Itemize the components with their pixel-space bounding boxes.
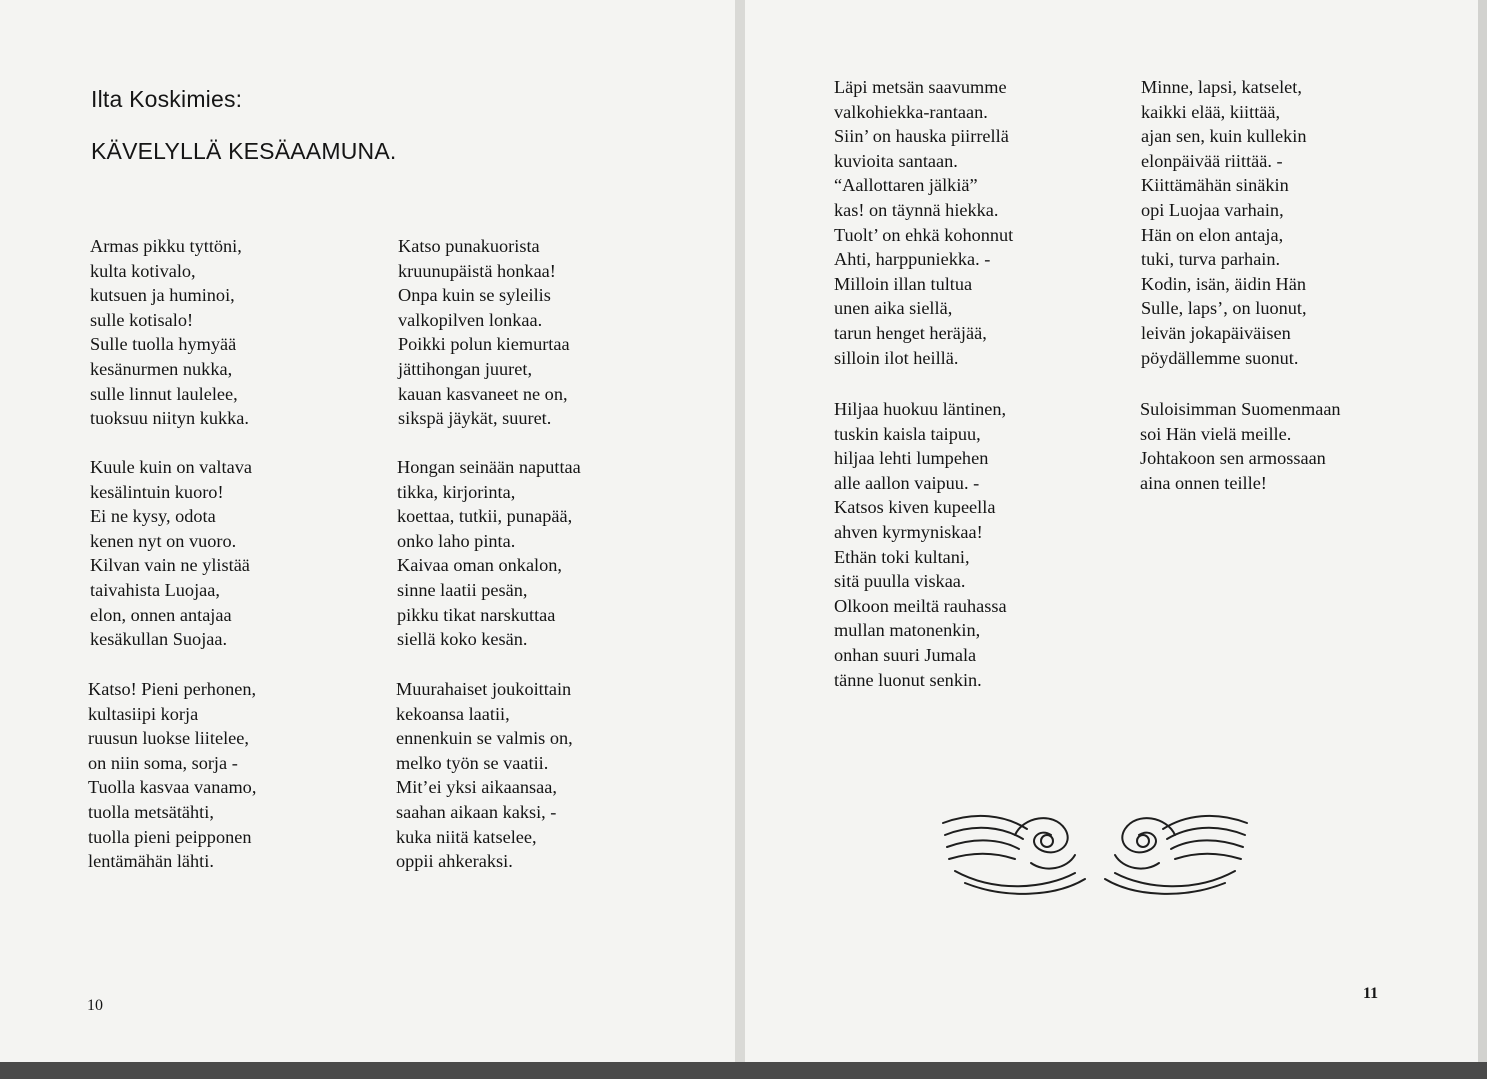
verse-line: opi Luojaa varhain, <box>1141 199 1284 220</box>
verse-line: pöydällemme suonut. <box>1141 347 1299 368</box>
verse-line: unen aika siellä, <box>834 298 953 319</box>
stanza-left-col2-1 <box>398 234 570 431</box>
verse-line: Suloisimman Suomenmaan <box>1140 399 1341 419</box>
verse-line: onhan suuri Jumala <box>834 644 977 665</box>
verse-line: Ahti, harppuniekka. - <box>834 249 991 270</box>
verse-line: ahven kyrmyniskaa! <box>834 521 983 542</box>
verse-line: kuvioita santaan. <box>834 150 958 171</box>
verse-line: Kiittämähän sinäkin <box>1141 175 1289 196</box>
verse-line: jättihongan juuret, <box>398 358 533 379</box>
verse-line: Hän on elon antaja, <box>1141 224 1284 245</box>
verse-line: Minne, lapsi, katselet, <box>1141 77 1302 97</box>
stanza-right-col1-2 <box>834 397 1007 692</box>
verse-line: tuolla pieni peipponen <box>88 826 252 847</box>
scroll-ornament-icon <box>935 793 1255 903</box>
verse-line: mullan matonenkin, <box>834 620 981 641</box>
verse-line: tuki, turva parhain. <box>1141 249 1281 270</box>
scan-right-edge <box>1478 0 1487 1062</box>
verse-line: kultasiipi korja <box>88 703 199 724</box>
verse-line: Muurahaiset joukoittain <box>396 679 572 699</box>
verse-line: valkopilven lonkaa. <box>398 309 543 330</box>
verse-line: kesälintuin kuoro! <box>90 481 224 502</box>
verse-line: Kaivaa oman onkalon, <box>397 555 562 576</box>
verse-line: Kilvan vain ne ylistää <box>90 555 250 576</box>
verse-line: lentämähän lähti. <box>88 851 214 872</box>
verse-line: ruusun luokse liitelee, <box>88 728 249 749</box>
verse-line: Hiljaa huokuu läntinen, <box>834 399 1007 419</box>
verse-line: melko työn se vaatii. <box>396 752 549 773</box>
verse-line: Tuolt’ on ehkä kohonnut <box>834 224 1014 245</box>
verse-line: tikka, kirjorinta, <box>397 481 516 502</box>
verse-line: Hongan seinään naputtaa <box>397 457 581 477</box>
verse-line: Johtakoon sen armossaan <box>1140 448 1326 469</box>
verse-line: sitä puulla viskaa. <box>834 571 966 592</box>
verse-line: kas! on täynnä hiekka. <box>834 199 999 220</box>
verse-line: ennenkuin se valmis on, <box>396 728 573 749</box>
verse-line: tuskin kaisla taipuu, <box>834 423 981 444</box>
stanza-left-col2-2 <box>397 455 581 652</box>
stanza-right-col2-2 <box>1140 397 1341 495</box>
verse-line: kutsuen ja huminoi, <box>90 285 235 306</box>
verse-line: Sulle tuolla hymyää <box>90 334 237 355</box>
poem-author: Ilta Koskimies: <box>91 86 243 112</box>
verse-line: Milloin illan tultua <box>834 273 973 294</box>
verse-line: Mit’ei yksi aikaansaa, <box>396 777 557 798</box>
verse-line: silloin ilot heillä. <box>834 347 959 368</box>
verse-line: kenen nyt on vuoro. <box>90 530 237 551</box>
stanza-left-col1-2 <box>90 455 252 652</box>
verse-line: alle aallon vaipuu. - <box>834 472 980 493</box>
verse-line: soi Hän vielä meille. <box>1140 423 1292 444</box>
poem-title: KÄVELYLLÄ KESÄAAMUNA. <box>91 138 397 164</box>
verse-line: sikspä jäykät, suuret. <box>398 408 552 429</box>
verse-line: hiljaa lehti lumpehen <box>834 448 989 469</box>
verse-line: kauan kasvaneet ne on, <box>398 383 568 404</box>
verse-line: kaikki elää, kiittää, <box>1141 101 1281 122</box>
verse-line: Sulle, laps’, on luonut, <box>1141 298 1307 319</box>
stanza-left-col1-3 <box>88 677 256 874</box>
page-number-right: 11 <box>1363 985 1379 1002</box>
verse-line: Läpi metsän saavumme <box>834 77 1007 97</box>
verse-line: elon, onnen antajaa <box>90 604 232 625</box>
stanza-left-col2-3 <box>396 677 573 874</box>
verse-line: Ei ne kysy, odota <box>90 506 216 527</box>
verse-line: Olkoon meiltä rauhassa <box>834 595 1007 616</box>
verse-line: kesäkullan Suojaa. <box>90 629 228 650</box>
verse-line: taivahista Luojaa, <box>90 579 220 600</box>
verse-line: Katso! Pieni perhonen, <box>88 679 257 699</box>
book-gutter <box>735 0 745 1062</box>
verse-line: kuka niitä katselee, <box>396 826 537 847</box>
verse-line: Katsos kiven kupeella <box>834 497 996 518</box>
verse-line: Onpa kuin se syleilis <box>398 285 551 306</box>
verse-line: siellä koko kesän. <box>397 629 528 650</box>
verse-line: Poikki polun kiemurtaa <box>398 334 570 355</box>
verse-line: aina onnen teille! <box>1140 472 1267 493</box>
verse-line: tarun henget heräjää, <box>834 322 987 343</box>
verse-line: tuolla metsätähti, <box>88 801 214 822</box>
verse-line: sinne laatii pesän, <box>397 579 528 600</box>
verse-line: elonpäivää riittää. - <box>1141 150 1283 171</box>
verse-line: ajan sen, kuin kullekin <box>1141 126 1307 147</box>
verse-line: Ethän toki kultani, <box>834 546 970 567</box>
verse-line: Kodin, isän, äidin Hän <box>1141 273 1307 294</box>
stanza-left-col1-1 <box>90 234 249 431</box>
verse-line: kekoansa laatii, <box>396 703 510 724</box>
stanza-right-col1-1 <box>834 75 1013 370</box>
stanza-right-col2-1 <box>1141 75 1307 370</box>
verse-line: tuoksuu niityn kukka. <box>90 408 249 429</box>
verse-line: saahan aikaan kaksi, - <box>396 801 557 822</box>
verse-line: on niin soma, sorja - <box>88 752 238 773</box>
verse-line: leivän jokapäiväisen <box>1141 322 1291 343</box>
verse-line: Armas pikku tyttöni, <box>90 236 242 256</box>
verse-line: pikku tikat narskuttaa <box>397 604 556 625</box>
verse-line: Kuule kuin on valtava <box>90 457 252 477</box>
scan-bottom-edge <box>0 1062 1487 1079</box>
verse-line: sulle kotisalo! <box>90 309 194 330</box>
verse-line: kesänurmen nukka, <box>90 358 233 379</box>
verse-line: koettaa, tutkii, punapää, <box>397 506 573 527</box>
verse-line: onko laho pinta. <box>397 530 516 551</box>
verse-line: valkohiekka-rantaan. <box>834 101 988 122</box>
verse-line: oppii ahkeraksi. <box>396 851 513 872</box>
verse-line: Katso punakuorista <box>398 236 540 256</box>
left-page <box>0 0 736 1062</box>
verse-line: sulle linnut laulelee, <box>90 383 238 404</box>
verse-line: kulta kotivalo, <box>90 260 196 281</box>
verse-line: Tuolla kasvaa vanamo, <box>88 777 257 798</box>
verse-line: “Aallottaren jälkiä” <box>834 175 978 196</box>
page-number-left: 10 <box>87 997 103 1014</box>
verse-line: kruunupäistä honkaa! <box>398 260 556 281</box>
verse-line: tänne luonut senkin. <box>834 669 982 690</box>
verse-line: Siin’ on hauska piirrellä <box>834 126 1009 147</box>
